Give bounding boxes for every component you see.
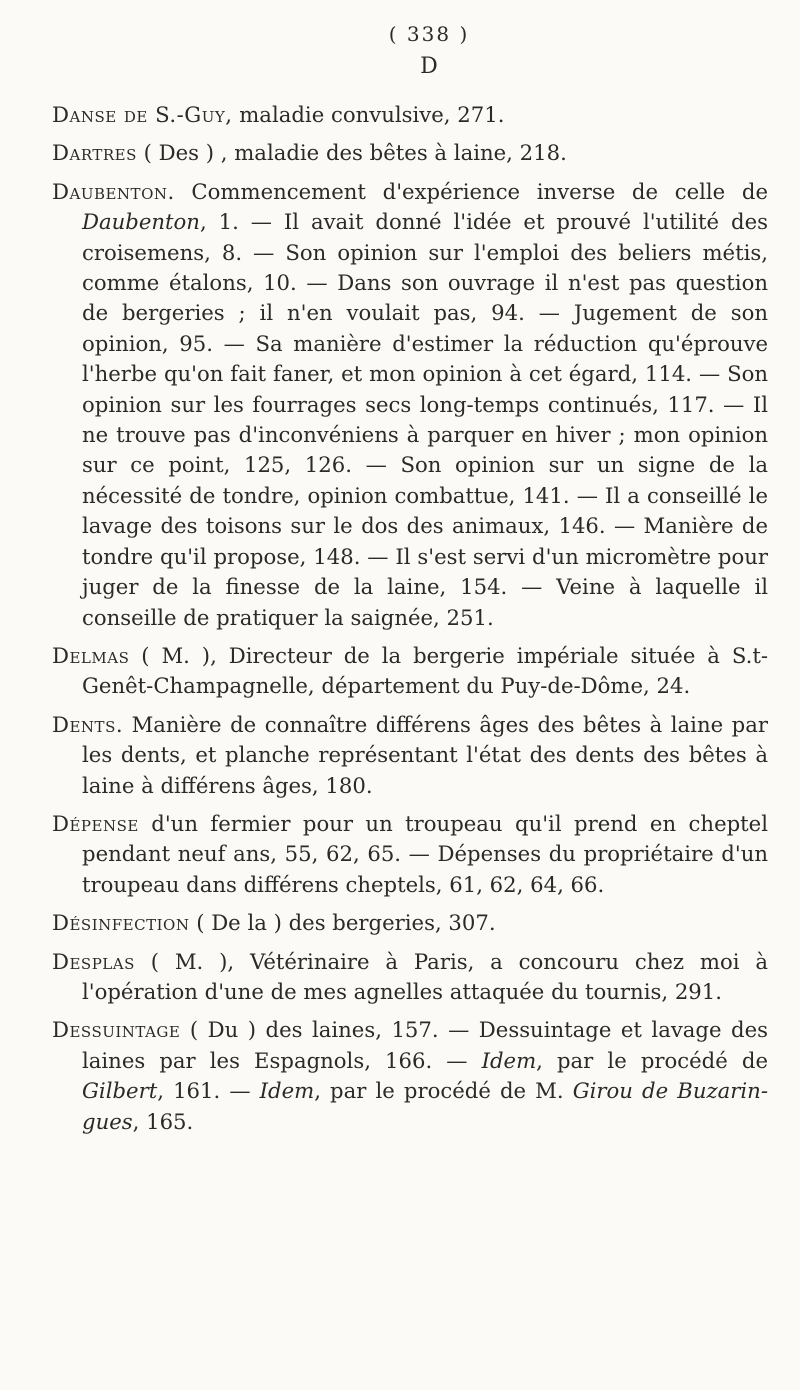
entry-heading: Dépense	[52, 810, 139, 836]
index-entry: Dépense d'un fermier pour un troupeau qu'il prend en cheptel pendant neuf ans, 55, 62, 65. — Dépenses du propriétaire d'un troupeau dans différens cheptels, 61, 62, 64, 66.	[52, 810, 768, 897]
index-entry: Delmas ( M. ), Directeur de la bergerie impériale située à S.t-Genêt-Champagnelle, département du Puy-de-Dôme, 24.	[52, 642, 768, 699]
entry-heading: Dents.	[52, 711, 124, 737]
index-entry: Dartres ( Des ) , maladie des bêtes à laine, 218.	[52, 140, 567, 166]
entry-heading: Danse de S.-Guy,	[52, 102, 233, 127]
entry-heading: Désinfection	[52, 910, 190, 936]
entry-heading: Desplas	[52, 948, 135, 974]
section-letter: D	[420, 54, 438, 79]
index-entry: Desplas ( M. ), Vétérinaire à Paris, a concouru chez moi à l'opération d'une de mes agnelles attaquée du tournis, 291.	[52, 948, 768, 1004]
index-entry: Désinfection ( De la ) des bergeries, 307.	[52, 910, 496, 936]
index-entry: Dessuintage ( Du ) des laines, 157. — Dessuintage et lavage des laines par les Espagnols, 166. — Idem, par le procédé de Gilbert, 161. — Idem, par le procédé de M. Girou de Buzarin-gues, 165.	[52, 1017, 768, 1134]
index-page	[52, 18, 768, 1378]
entry-heading: Dartres	[52, 140, 137, 166]
index-entry: Dents. Manière de connaître différens âges des bêtes à laine par les dents, et planche représentant l'état des dents des bêtes à laine à différens âges, 180.	[52, 711, 768, 798]
page-number: ( 338 )	[388, 22, 470, 46]
index-entry: Danse de S.-Guy, maladie convulsive, 271.	[52, 102, 505, 127]
entry-heading: Dessuintage	[52, 1017, 181, 1043]
index-entry: Daubenton. Commencement d'expérience inverse de celle de Daubenton, 1. — Il avait donné l'idée et prouvé l'utilité des croisemens, 8. — Son opinion sur l'emploi des beliers métis, comme étalons, 10. — Dans son ouvrage il n'est pas question de bergeries ; il n'en voulait pas, 94. — Jugement de son opinion, 95. — Sa manière d'estimer la réduction qu'éprouve l'herbe qu'on fait faner, et mon opinion à cet égard, 114. — Son opinion sur les fourrages secs long-temps continués, 117. — Il ne trouve pas d'inconvéniens à parquer en hiver ; mon opinion sur ce point, 125, 126. — Son opinion sur un signe de la nécessité de tondre, opinion combattue, 141. — Il a conseillé le lavage des toisons sur le dos des animaux, 146. — Manière de tondre qu'il propose, 148. — Il s'est servi d'un micromètre pour juger de la finesse de la laine, 154. — Veine à laquelle il conseille de pratiquer la saignée, 251.	[52, 178, 768, 630]
index-entries	[52, 100, 768, 1137]
entry-heading: Daubenton.	[52, 178, 175, 204]
entry-heading: Delmas	[52, 642, 130, 668]
